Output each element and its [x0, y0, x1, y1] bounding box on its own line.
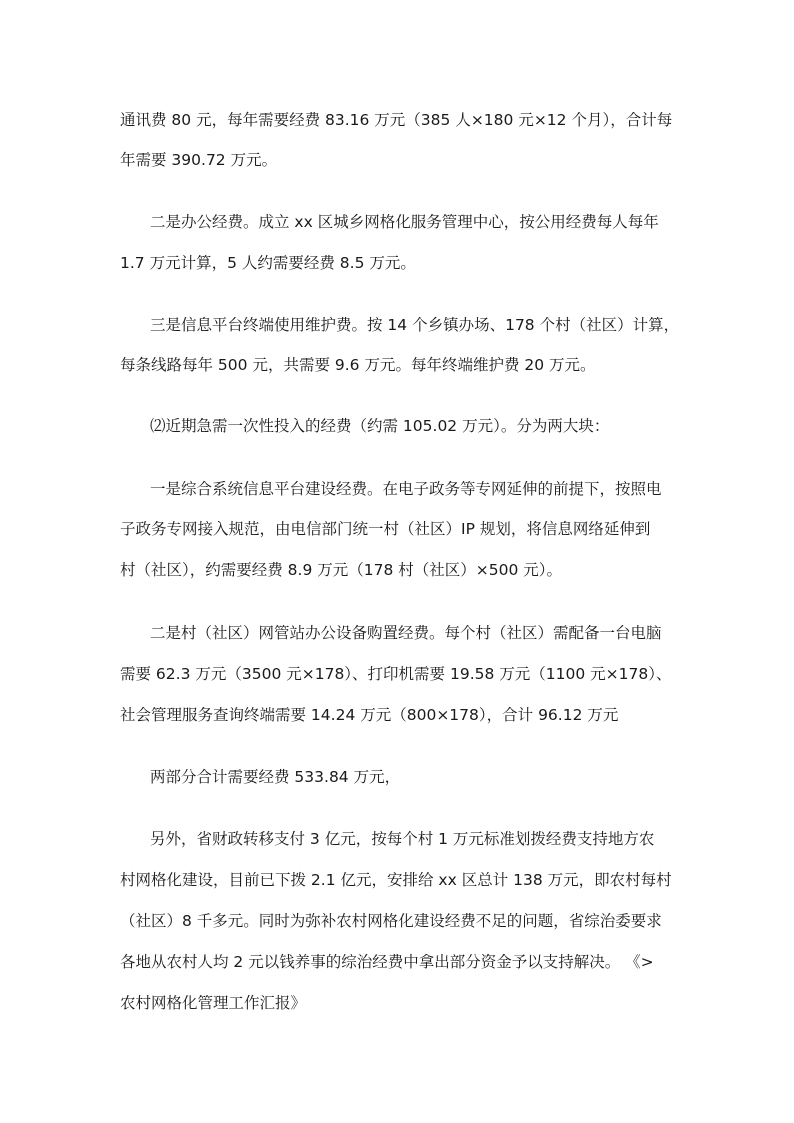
text-line: 1.7 万元计算，5 人约需要经费 8.5 万元。: [120, 254, 416, 272]
text-line: ⑵近期急需一次性投入的经费（约需 105.02 万元）。分为两大块：: [150, 417, 610, 435]
text-line: 通讯费 80 元，每年需要经费 83.16 万元（385 人×180 元×12 个月），合计每: [120, 111, 673, 129]
text-line: 三是信息平台终端使用维护费。按 14 个乡镇办场、178 个村（社区）计算，: [150, 316, 680, 334]
text-line: 村网格化建设，目前已下拨 2.1 亿元，安排给 xx 区总计 138 万元，即农村每村: [120, 871, 672, 889]
text-line: 二是办公经费。成立 xx 区城乡网格化服务管理中心，按公用经费每人每年: [150, 213, 659, 231]
text-line: 另外，省财政转移支付 3 亿元，按每个村 1 万元标准划拨经费支持地方农: [150, 830, 655, 848]
text-line: 村（社区），约需要经费 8.9 万元（178 村（社区）×500 元）。: [120, 561, 563, 579]
text-line: 需要 62.3 万元（3500 元×178）、打印机需要 19.58 万元（1100 元×178）、: [120, 665, 672, 683]
text-line: 每条线路每年 500 元，共需要 9.6 万元。每年终端维护费 20 万元。: [120, 356, 596, 374]
text-line: 两部分合计需要经费 533.84 万元，: [150, 768, 401, 786]
text-line: 各地从农村人均 2 元以钱养事的综治经费中拿出部分资金予以支持解决。 《>: [120, 953, 654, 971]
text-line: 一是综合系统信息平台建设经费。在电子政务等专网延伸的前提下，按照电: [150, 480, 662, 498]
text-line: 农村网格化管理工作汇报》: [120, 994, 307, 1012]
text-line: 年需要 390.72 万元。: [120, 151, 278, 169]
text-line: 子政务专网接入规范，由电信部门统一村（社区）IP 规划，将信息网络延伸到: [120, 520, 651, 538]
text-line: 社会管理服务查询终端需要 14.24 万元（800×178），合计 96.12 万元: [120, 706, 619, 724]
text-line: （社区）8 千多元。同时为弥补农村网格化建设经费不足的问题，省综治委要求: [120, 912, 662, 930]
text-line: 二是村（社区）网管站办公设备购置经费。每个村（社区）需配备一台电脑: [150, 624, 662, 642]
